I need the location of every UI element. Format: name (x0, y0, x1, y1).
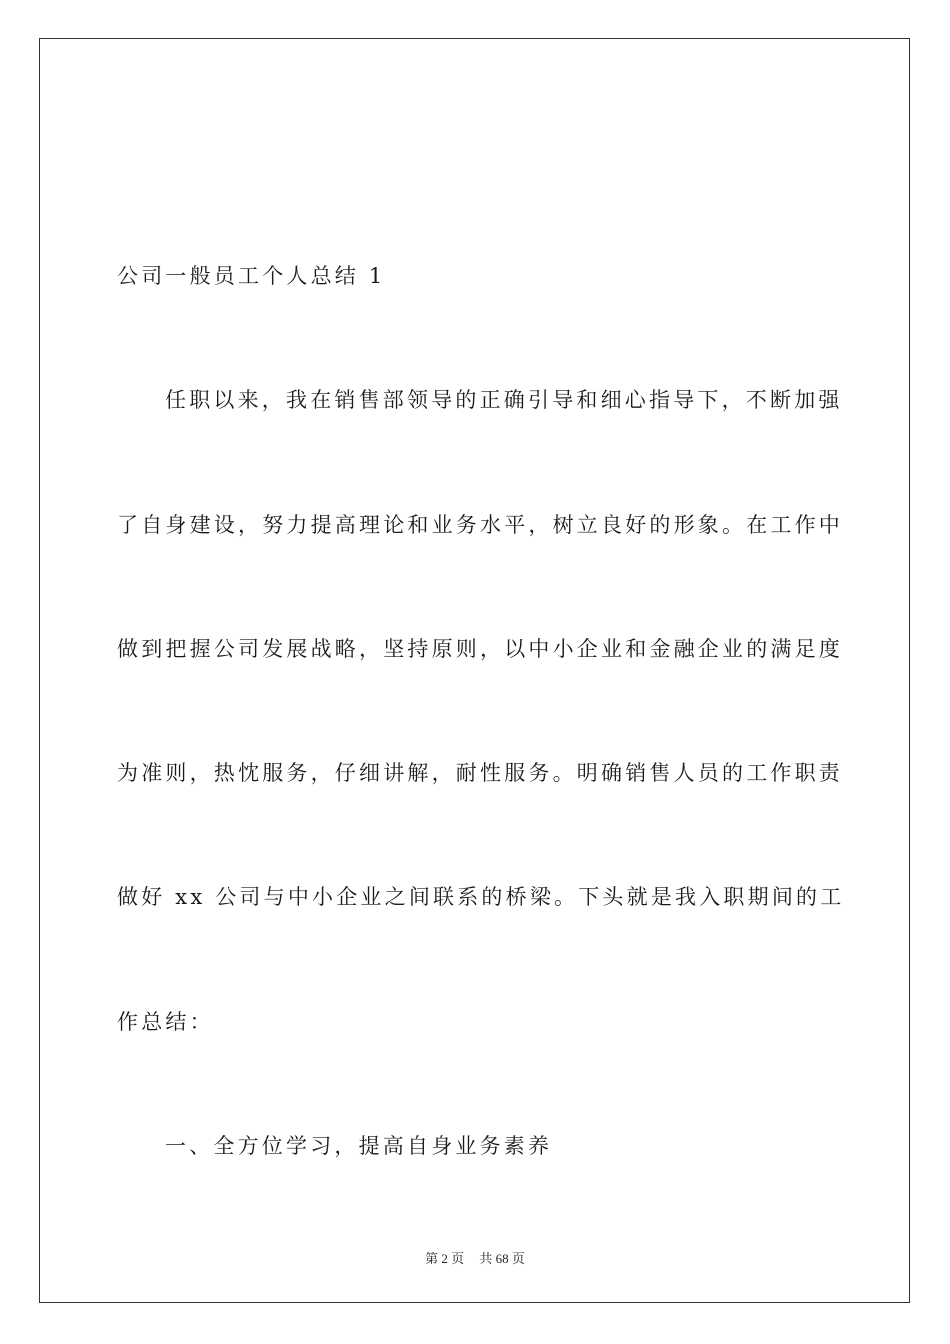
paragraph-line: 为准则，热忱服务，仔细讲解，耐性服务。明确销售人员的工作职责 (117, 761, 843, 785)
paragraph-line: 做好 xx 公司与中小企业之间联系的桥梁。下头就是我入职期间的工 (117, 885, 845, 909)
paragraph-line: 任职以来，我在销售部领导的正确引导和细心指导下，不断加强 (165, 388, 843, 412)
page-footer (0, 1248, 950, 1267)
page-number: 第 2 页 (425, 1251, 465, 1266)
paragraph-line: 作总结： (117, 1010, 214, 1034)
page-total: 共 68 页 (479, 1251, 525, 1266)
page-border (39, 38, 910, 1303)
document-title: 公司一般员工个人总结 1 (117, 264, 386, 288)
paragraph-line: 了自身建设，努力提高理论和业务水平，树立良好的形象。在工作中 (117, 513, 843, 537)
paragraph-line: 做到把握公司发展战略，坚持原则，以中小企业和金融企业的满足度 (117, 637, 843, 661)
section-heading: 一、全方位学习，提高自身业务素养 (165, 1134, 553, 1158)
